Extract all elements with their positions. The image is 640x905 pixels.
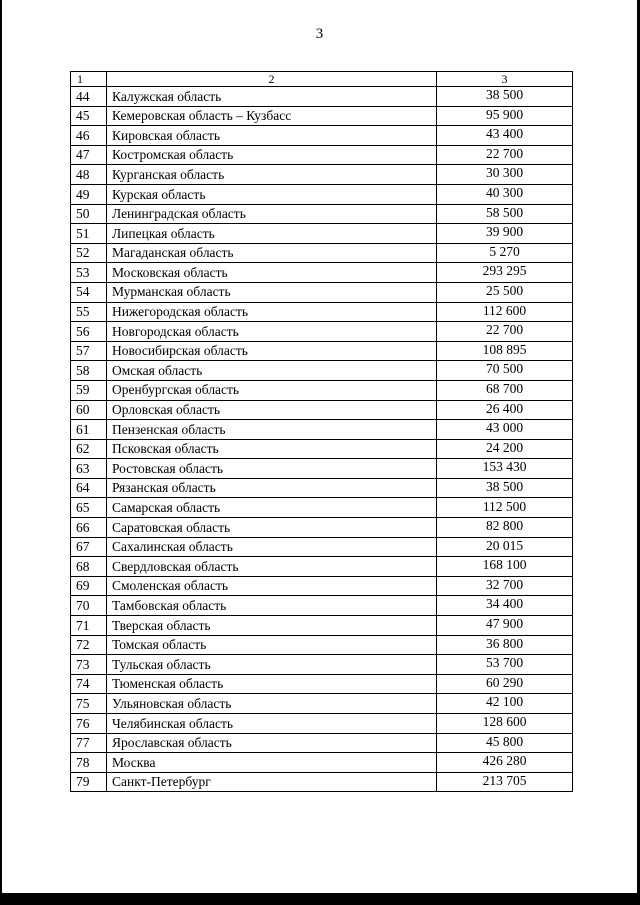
table-row: [71, 459, 573, 479]
region-name: Псковская область: [107, 439, 437, 459]
region-name: Кировская область: [107, 126, 437, 146]
row-number: 60: [71, 400, 107, 420]
table-body: [71, 87, 573, 792]
region-value: 95 900: [437, 106, 573, 126]
region-value: 112 500: [437, 498, 573, 518]
region-value: 60 290: [437, 674, 573, 694]
region-name: Ростовская область: [107, 459, 437, 479]
region-name: Челябинская область: [107, 714, 437, 734]
table-row: [71, 341, 573, 361]
region-name: Рязанская область: [107, 478, 437, 498]
region-value: 426 280: [437, 753, 573, 773]
region-name: Магаданская область: [107, 243, 437, 263]
region-value: 293 295: [437, 263, 573, 283]
row-number: 51: [71, 224, 107, 244]
table-row: [71, 616, 573, 636]
region-name: Костромская область: [107, 145, 437, 165]
row-number: 53: [71, 263, 107, 283]
table-row: [71, 282, 573, 302]
row-number: 52: [71, 243, 107, 263]
table-row: [71, 263, 573, 283]
table-row: [71, 224, 573, 244]
region-name: Смоленская область: [107, 576, 437, 596]
row-number: 76: [71, 714, 107, 734]
row-number: 69: [71, 576, 107, 596]
row-number: 49: [71, 184, 107, 204]
table-row: [71, 576, 573, 596]
region-value: 42 100: [437, 694, 573, 714]
table-row: [71, 537, 573, 557]
table-row: [71, 204, 573, 224]
row-number: 58: [71, 361, 107, 381]
region-name: Липецкая область: [107, 224, 437, 244]
region-value: 38 500: [437, 87, 573, 107]
region-name: Мурманская область: [107, 282, 437, 302]
region-value: 68 700: [437, 380, 573, 400]
region-value: 70 500: [437, 361, 573, 381]
region-name: Ярославская область: [107, 733, 437, 753]
row-number: 45: [71, 106, 107, 126]
region-name: Москва: [107, 753, 437, 773]
region-name: Орловская область: [107, 400, 437, 420]
row-number: 72: [71, 635, 107, 655]
region-value: 168 100: [437, 557, 573, 577]
row-number: 66: [71, 518, 107, 538]
table-row: [71, 714, 573, 734]
table-row: [71, 772, 573, 792]
region-name: Нижегородская область: [107, 302, 437, 322]
table-row: [71, 694, 573, 714]
region-name: Оренбургская область: [107, 380, 437, 400]
row-number: 77: [71, 733, 107, 753]
region-value: 153 430: [437, 459, 573, 479]
row-number: 46: [71, 126, 107, 146]
row-number: 55: [71, 302, 107, 322]
region-name: Тюменская область: [107, 674, 437, 694]
region-value: 26 400: [437, 400, 573, 420]
region-value: 58 500: [437, 204, 573, 224]
region-value: 45 800: [437, 733, 573, 753]
table-row: [71, 243, 573, 263]
table-row: [71, 145, 573, 165]
column-header-region: 2: [107, 72, 437, 87]
column-header-value: 3: [437, 72, 573, 87]
table-row: [71, 674, 573, 694]
column-header-index: 1: [71, 72, 107, 87]
table-row: [71, 498, 573, 518]
region-value: 34 400: [437, 596, 573, 616]
region-name: Тульская область: [107, 655, 437, 675]
table-row: [71, 380, 573, 400]
table-row: [71, 635, 573, 655]
region-value: 213 705: [437, 772, 573, 792]
region-name: Омская область: [107, 361, 437, 381]
region-name: Ульяновская область: [107, 694, 437, 714]
region-value: 108 895: [437, 341, 573, 361]
row-number: 75: [71, 694, 107, 714]
region-name: Новгородская область: [107, 322, 437, 342]
region-name: Саратовская область: [107, 518, 437, 538]
row-number: 50: [71, 204, 107, 224]
region-name: Московская область: [107, 263, 437, 283]
row-number: 64: [71, 478, 107, 498]
region-value: 43 000: [437, 420, 573, 440]
region-value: 36 800: [437, 635, 573, 655]
table-row: [71, 596, 573, 616]
table-row: [71, 126, 573, 146]
region-value: 39 900: [437, 224, 573, 244]
table-row: [71, 478, 573, 498]
row-number: 74: [71, 674, 107, 694]
row-number: 62: [71, 439, 107, 459]
table-row: [71, 87, 573, 107]
region-name: Сахалинская область: [107, 537, 437, 557]
region-value: 22 700: [437, 322, 573, 342]
table-row: [71, 400, 573, 420]
row-number: 67: [71, 537, 107, 557]
region-value: 128 600: [437, 714, 573, 734]
table-row: [71, 106, 573, 126]
table-row: [71, 439, 573, 459]
table-row: [71, 361, 573, 381]
region-value: 112 600: [437, 302, 573, 322]
row-number: 47: [71, 145, 107, 165]
region-value: 32 700: [437, 576, 573, 596]
region-value: 40 300: [437, 184, 573, 204]
row-number: 63: [71, 459, 107, 479]
region-value: 22 700: [437, 145, 573, 165]
row-number: 65: [71, 498, 107, 518]
row-number: 70: [71, 596, 107, 616]
region-name: Санкт-Петербург: [107, 772, 437, 792]
table-row: [71, 420, 573, 440]
region-value: 5 270: [437, 243, 573, 263]
region-name: Калужская область: [107, 87, 437, 107]
table-row: [71, 184, 573, 204]
region-name: Свердловская область: [107, 557, 437, 577]
region-name: Самарская область: [107, 498, 437, 518]
region-name: Тверская область: [107, 616, 437, 636]
table-row: [71, 557, 573, 577]
table-row: [71, 655, 573, 675]
region-name: Ленинградская область: [107, 204, 437, 224]
row-number: 54: [71, 282, 107, 302]
region-name: Пензенская область: [107, 420, 437, 440]
region-name: Томская область: [107, 635, 437, 655]
region-value: 30 300: [437, 165, 573, 185]
region-value: 25 500: [437, 282, 573, 302]
region-name: Тамбовская область: [107, 596, 437, 616]
table-row: [71, 165, 573, 185]
row-number: 73: [71, 655, 107, 675]
region-value: 47 900: [437, 616, 573, 636]
region-value: 20 015: [437, 537, 573, 557]
region-name: Кемеровская область – Кузбасс: [107, 106, 437, 126]
row-number: 44: [71, 87, 107, 107]
table-row: [71, 302, 573, 322]
region-name: Курская область: [107, 184, 437, 204]
region-value: 24 200: [437, 439, 573, 459]
regions-table: [70, 71, 573, 792]
row-number: 48: [71, 165, 107, 185]
row-number: 56: [71, 322, 107, 342]
row-number: 79: [71, 772, 107, 792]
row-number: 57: [71, 341, 107, 361]
table-row: [71, 518, 573, 538]
row-number: 61: [71, 420, 107, 440]
page-number: 3: [315, 26, 324, 42]
row-number: 71: [71, 616, 107, 636]
table-header-row: [71, 72, 573, 87]
table-row: [71, 322, 573, 342]
region-name: Курганская область: [107, 165, 437, 185]
region-value: 43 400: [437, 126, 573, 146]
row-number: 68: [71, 557, 107, 577]
table-row: [71, 733, 573, 753]
region-name: Новосибирская область: [107, 341, 437, 361]
row-number: 59: [71, 380, 107, 400]
region-value: 38 500: [437, 478, 573, 498]
region-value: 53 700: [437, 655, 573, 675]
region-value: 82 800: [437, 518, 573, 538]
row-number: 78: [71, 753, 107, 773]
table-row: [71, 753, 573, 773]
